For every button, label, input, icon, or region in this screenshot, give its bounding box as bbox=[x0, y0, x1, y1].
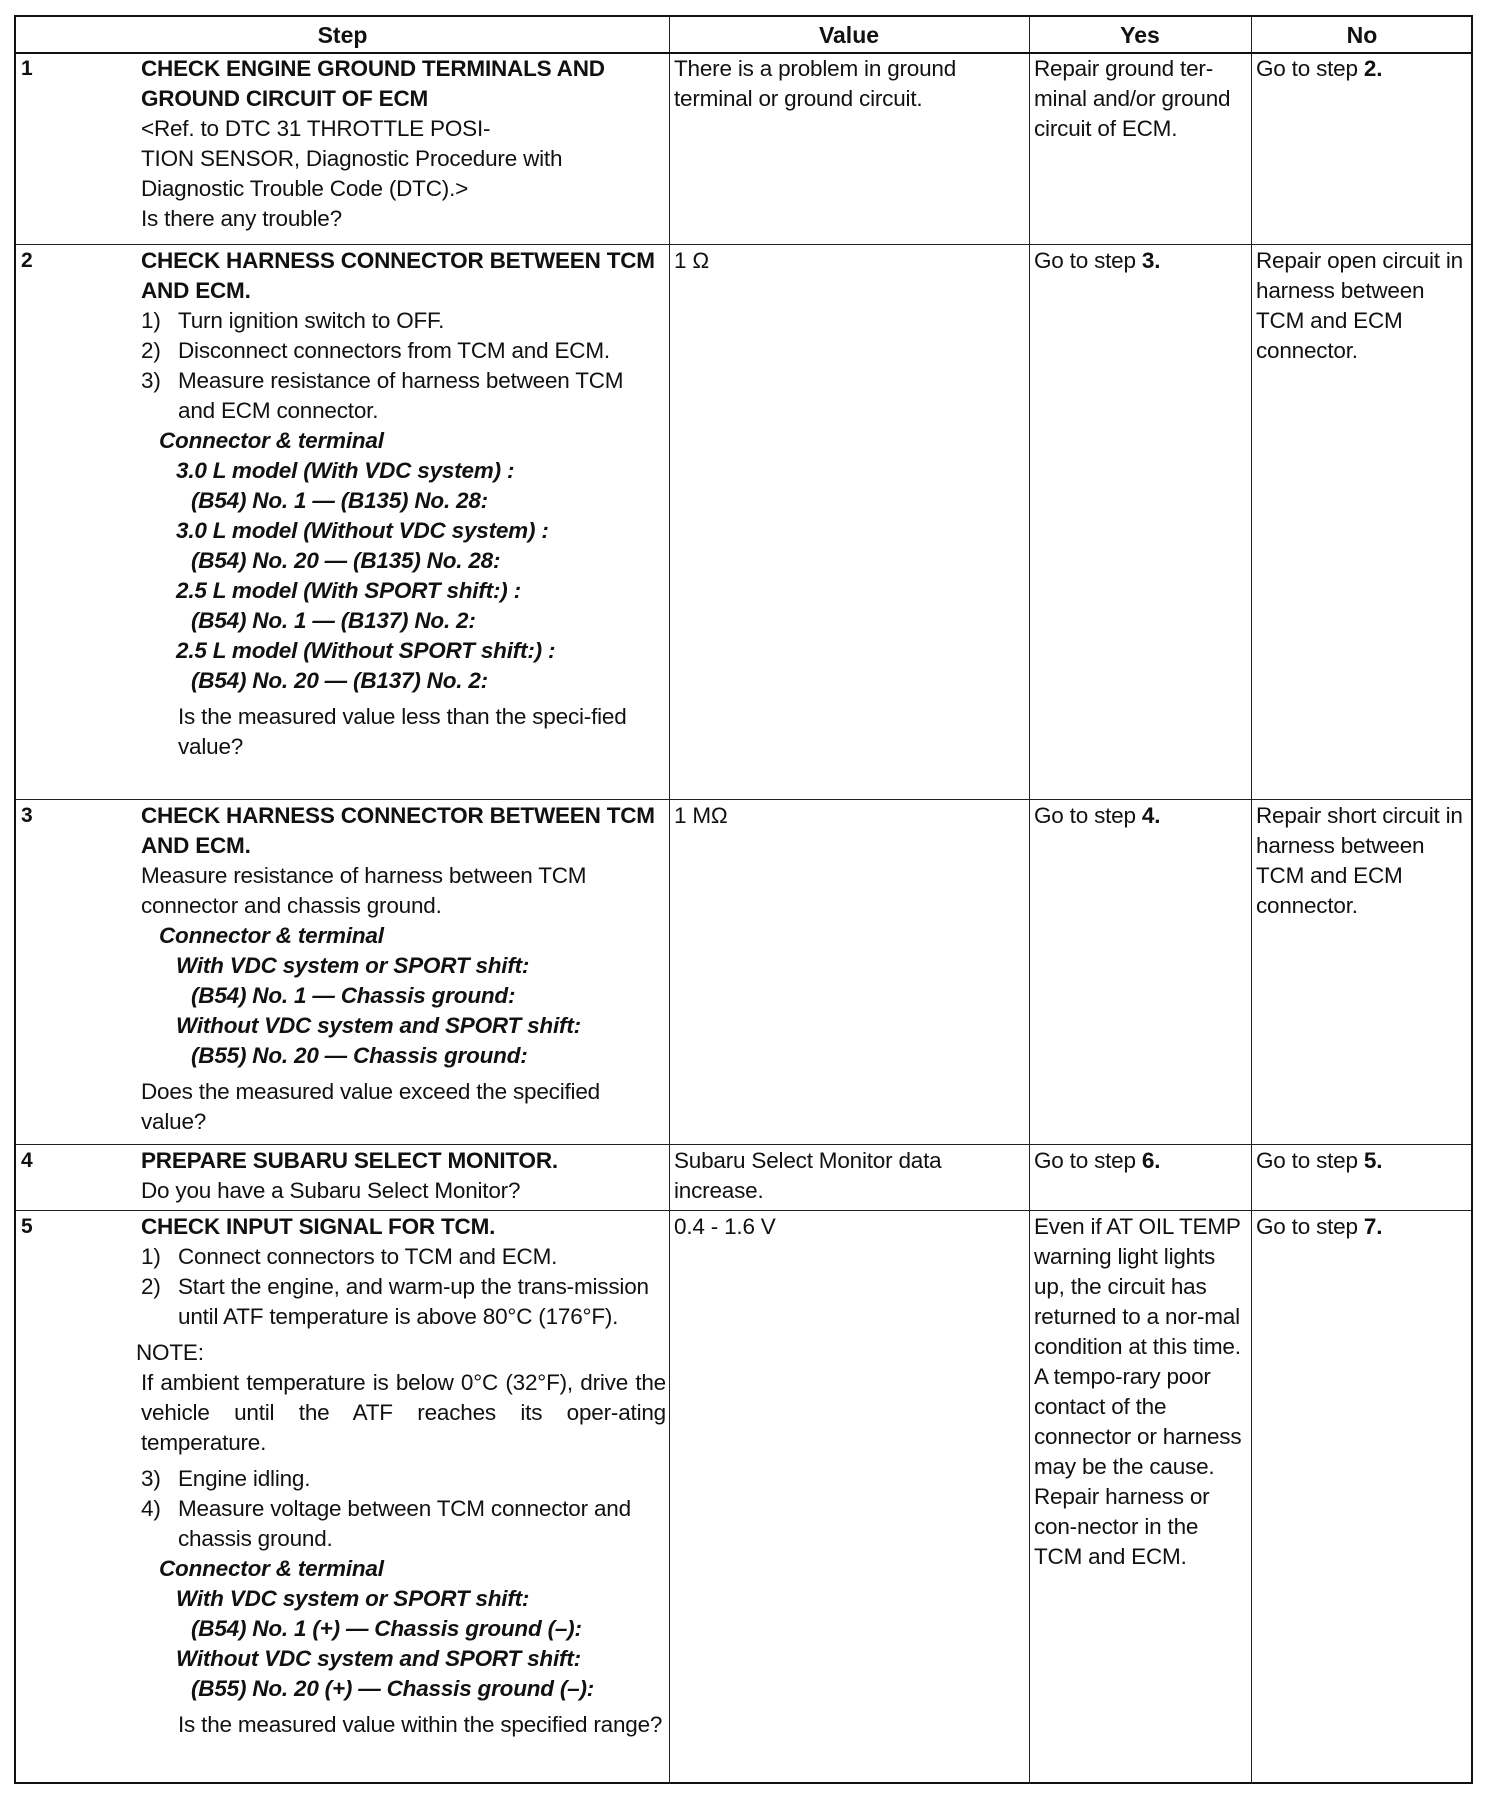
no-text: Go to step bbox=[1256, 56, 1364, 81]
yes-text: Go to step bbox=[1034, 248, 1142, 273]
header-no: No bbox=[1346, 22, 1378, 48]
column-divider bbox=[669, 17, 670, 1782]
row-divider bbox=[16, 244, 1471, 245]
procedure-step bbox=[141, 336, 666, 366]
step-text: Start the engine, and warm-up the trans-mission until ATF temperature is above 80°C (176°F). bbox=[178, 1274, 649, 1329]
spec-model: 3.0 L model (Without VDC system) : bbox=[176, 518, 549, 543]
note-label: NOTE: bbox=[136, 1340, 204, 1365]
spec-model: Without VDC system and SPORT shift: bbox=[176, 1013, 581, 1038]
no-cell bbox=[1256, 1146, 1468, 1176]
step-number: 3 bbox=[21, 804, 33, 827]
row-divider bbox=[16, 799, 1471, 800]
step-text: Measure resistance of harness between TCM and ECM connector. bbox=[178, 368, 624, 423]
step-title: CHECK HARNESS CONNECTOR BETWEEN TCM AND ECM. bbox=[141, 803, 655, 858]
procedure-step bbox=[141, 1242, 666, 1272]
connector-terminal-label: Connector & terminal bbox=[159, 1556, 384, 1581]
step-marker: 1) bbox=[141, 1244, 161, 1269]
row-divider bbox=[16, 1210, 1471, 1211]
step-content bbox=[136, 1212, 666, 1740]
header-value: Value bbox=[818, 22, 880, 48]
procedure-step bbox=[141, 1272, 666, 1332]
value-cell: 0.4 - 1.6 V bbox=[674, 1214, 776, 1239]
spec-model: Without VDC system and SPORT shift: bbox=[176, 1646, 581, 1671]
no-cell bbox=[1256, 54, 1468, 84]
step-text: TION SENSOR, Diagnostic Procedure with bbox=[141, 146, 563, 171]
step-marker: 2) bbox=[141, 338, 161, 363]
step-number: 5 bbox=[21, 1215, 33, 1238]
procedure-step bbox=[141, 306, 666, 336]
value-cell: 1 Ω bbox=[674, 248, 709, 273]
procedure-step bbox=[141, 1464, 666, 1494]
spec-model: 3.0 L model (With VDC system) : bbox=[176, 458, 515, 483]
step-content bbox=[141, 246, 666, 762]
step-question: Is there any trouble? bbox=[141, 206, 342, 231]
step-question: Is the measured value within the specified range? bbox=[178, 1712, 663, 1737]
step-question: Do you have a Subaru Select Monitor? bbox=[141, 1178, 521, 1203]
step-marker: 4) bbox=[141, 1496, 161, 1521]
no-cell: Repair open circuit in harness between TCM and ECM connector. bbox=[1256, 248, 1463, 363]
note-text: If ambient temperature is below 0°C (32°F), drive the vehicle until the ATF reaches its oper-ating temperature. bbox=[141, 1370, 666, 1455]
step-number: 2 bbox=[21, 249, 33, 272]
step-number: 4 bbox=[21, 1149, 33, 1172]
spec-pins: (B54) No. 1 — (B137) No. 2: bbox=[191, 608, 476, 633]
no-cell bbox=[1256, 1212, 1468, 1242]
step-title: CHECK ENGINE GROUND TERMINALS AND GROUND CIRCUIT OF ECM bbox=[141, 56, 605, 111]
step-question: Is the measured value less than the speci-fied value? bbox=[178, 704, 627, 759]
header-step: Step bbox=[317, 22, 368, 48]
spec-model: With VDC system or SPORT shift: bbox=[176, 1586, 530, 1611]
step-content bbox=[141, 54, 666, 234]
step-title: PREPARE SUBARU SELECT MONITOR. bbox=[141, 1148, 558, 1173]
diagnostic-table bbox=[14, 15, 1473, 1784]
step-text: Measure voltage between TCM connector and chassis ground. bbox=[178, 1496, 631, 1551]
yes-text: Go to step bbox=[1034, 1148, 1142, 1173]
header-yes: Yes bbox=[1120, 22, 1160, 48]
yes-cell bbox=[1034, 801, 1246, 831]
step-reference: 4. bbox=[1141, 803, 1161, 828]
yes-cell: Repair ground ter-minal and/or ground circuit of ECM. bbox=[1034, 56, 1231, 141]
spec-pins: (B54) No. 1 — (B135) No. 28: bbox=[191, 488, 488, 513]
spec-pins: (B54) No. 20 — (B135) No. 28: bbox=[191, 548, 501, 573]
step-reference: 3. bbox=[1141, 248, 1161, 273]
spec-pins: (B54) No. 20 — (B137) No. 2: bbox=[191, 668, 488, 693]
connector-terminal-label: Connector & terminal bbox=[159, 428, 384, 453]
spec-model: 2.5 L model (Without SPORT shift:) : bbox=[176, 638, 556, 663]
procedure-step bbox=[141, 366, 666, 426]
step-marker: 3) bbox=[141, 368, 161, 393]
value-cell: Subaru Select Monitor data increase. bbox=[674, 1148, 942, 1203]
step-text: Engine idling. bbox=[178, 1466, 311, 1491]
step-reference: 6. bbox=[1141, 1148, 1161, 1173]
step-content bbox=[141, 801, 666, 1137]
no-cell: Repair short circuit in harness between TCM and ECM connector. bbox=[1256, 803, 1463, 918]
step-reference: 2. bbox=[1363, 56, 1383, 81]
value-cell: There is a problem in ground terminal or ground circuit. bbox=[674, 56, 957, 111]
step-content bbox=[141, 1146, 666, 1206]
yes-cell bbox=[1034, 1146, 1246, 1176]
spec-pins: (B55) No. 20 (+) — Chassis ground (–): bbox=[191, 1676, 595, 1701]
step-text: Connect connectors to TCM and ECM. bbox=[178, 1244, 558, 1269]
step-text: Diagnostic Trouble Code (DTC).> bbox=[141, 176, 469, 201]
step-marker: 1) bbox=[141, 308, 161, 333]
step-text: Disconnect connectors from TCM and ECM. bbox=[178, 338, 610, 363]
step-text: <Ref. to DTC 31 THROTTLE POSI- bbox=[141, 116, 491, 141]
spec-pins: (B55) No. 20 — Chassis ground: bbox=[191, 1043, 528, 1068]
step-question: Does the measured value exceed the specified value? bbox=[141, 1079, 600, 1134]
step-title: CHECK HARNESS CONNECTOR BETWEEN TCM AND ECM. bbox=[141, 248, 655, 303]
step-reference: 7. bbox=[1363, 1214, 1383, 1239]
yes-cell bbox=[1034, 246, 1246, 276]
no-text: Go to step bbox=[1256, 1148, 1364, 1173]
no-text: Go to step bbox=[1256, 1214, 1364, 1239]
connector-terminal-label: Connector & terminal bbox=[159, 923, 384, 948]
column-divider bbox=[1251, 17, 1252, 1782]
procedure-step bbox=[141, 1494, 666, 1554]
row-divider bbox=[16, 1144, 1471, 1145]
step-marker: 3) bbox=[141, 1466, 161, 1491]
step-text: Turn ignition switch to OFF. bbox=[178, 308, 445, 333]
spec-pins: (B54) No. 1 (+) — Chassis ground (–): bbox=[191, 1616, 582, 1641]
column-divider bbox=[1029, 17, 1030, 1782]
step-number: 1 bbox=[21, 57, 33, 80]
step-reference: 5. bbox=[1363, 1148, 1383, 1173]
value-cell: 1 MΩ bbox=[674, 803, 728, 828]
spec-pins: (B54) No. 1 — Chassis ground: bbox=[191, 983, 516, 1008]
spec-model: 2.5 L model (With SPORT shift:) : bbox=[176, 578, 521, 603]
step-text: Measure resistance of harness between TCM connector and chassis ground. bbox=[141, 863, 587, 918]
step-marker: 2) bbox=[141, 1274, 161, 1299]
spec-model: With VDC system or SPORT shift: bbox=[176, 953, 530, 978]
yes-cell: Even if AT OIL TEMP warning light lights up, the circuit has returned to a nor-mal condition at this time. A tempo-rary poor contact of the connector or harness may be the cause. Repair harness or con-nector in the TCM and ECM. bbox=[1034, 1214, 1242, 1569]
yes-text: Go to step bbox=[1034, 803, 1142, 828]
step-title: CHECK INPUT SIGNAL FOR TCM. bbox=[141, 1214, 496, 1239]
